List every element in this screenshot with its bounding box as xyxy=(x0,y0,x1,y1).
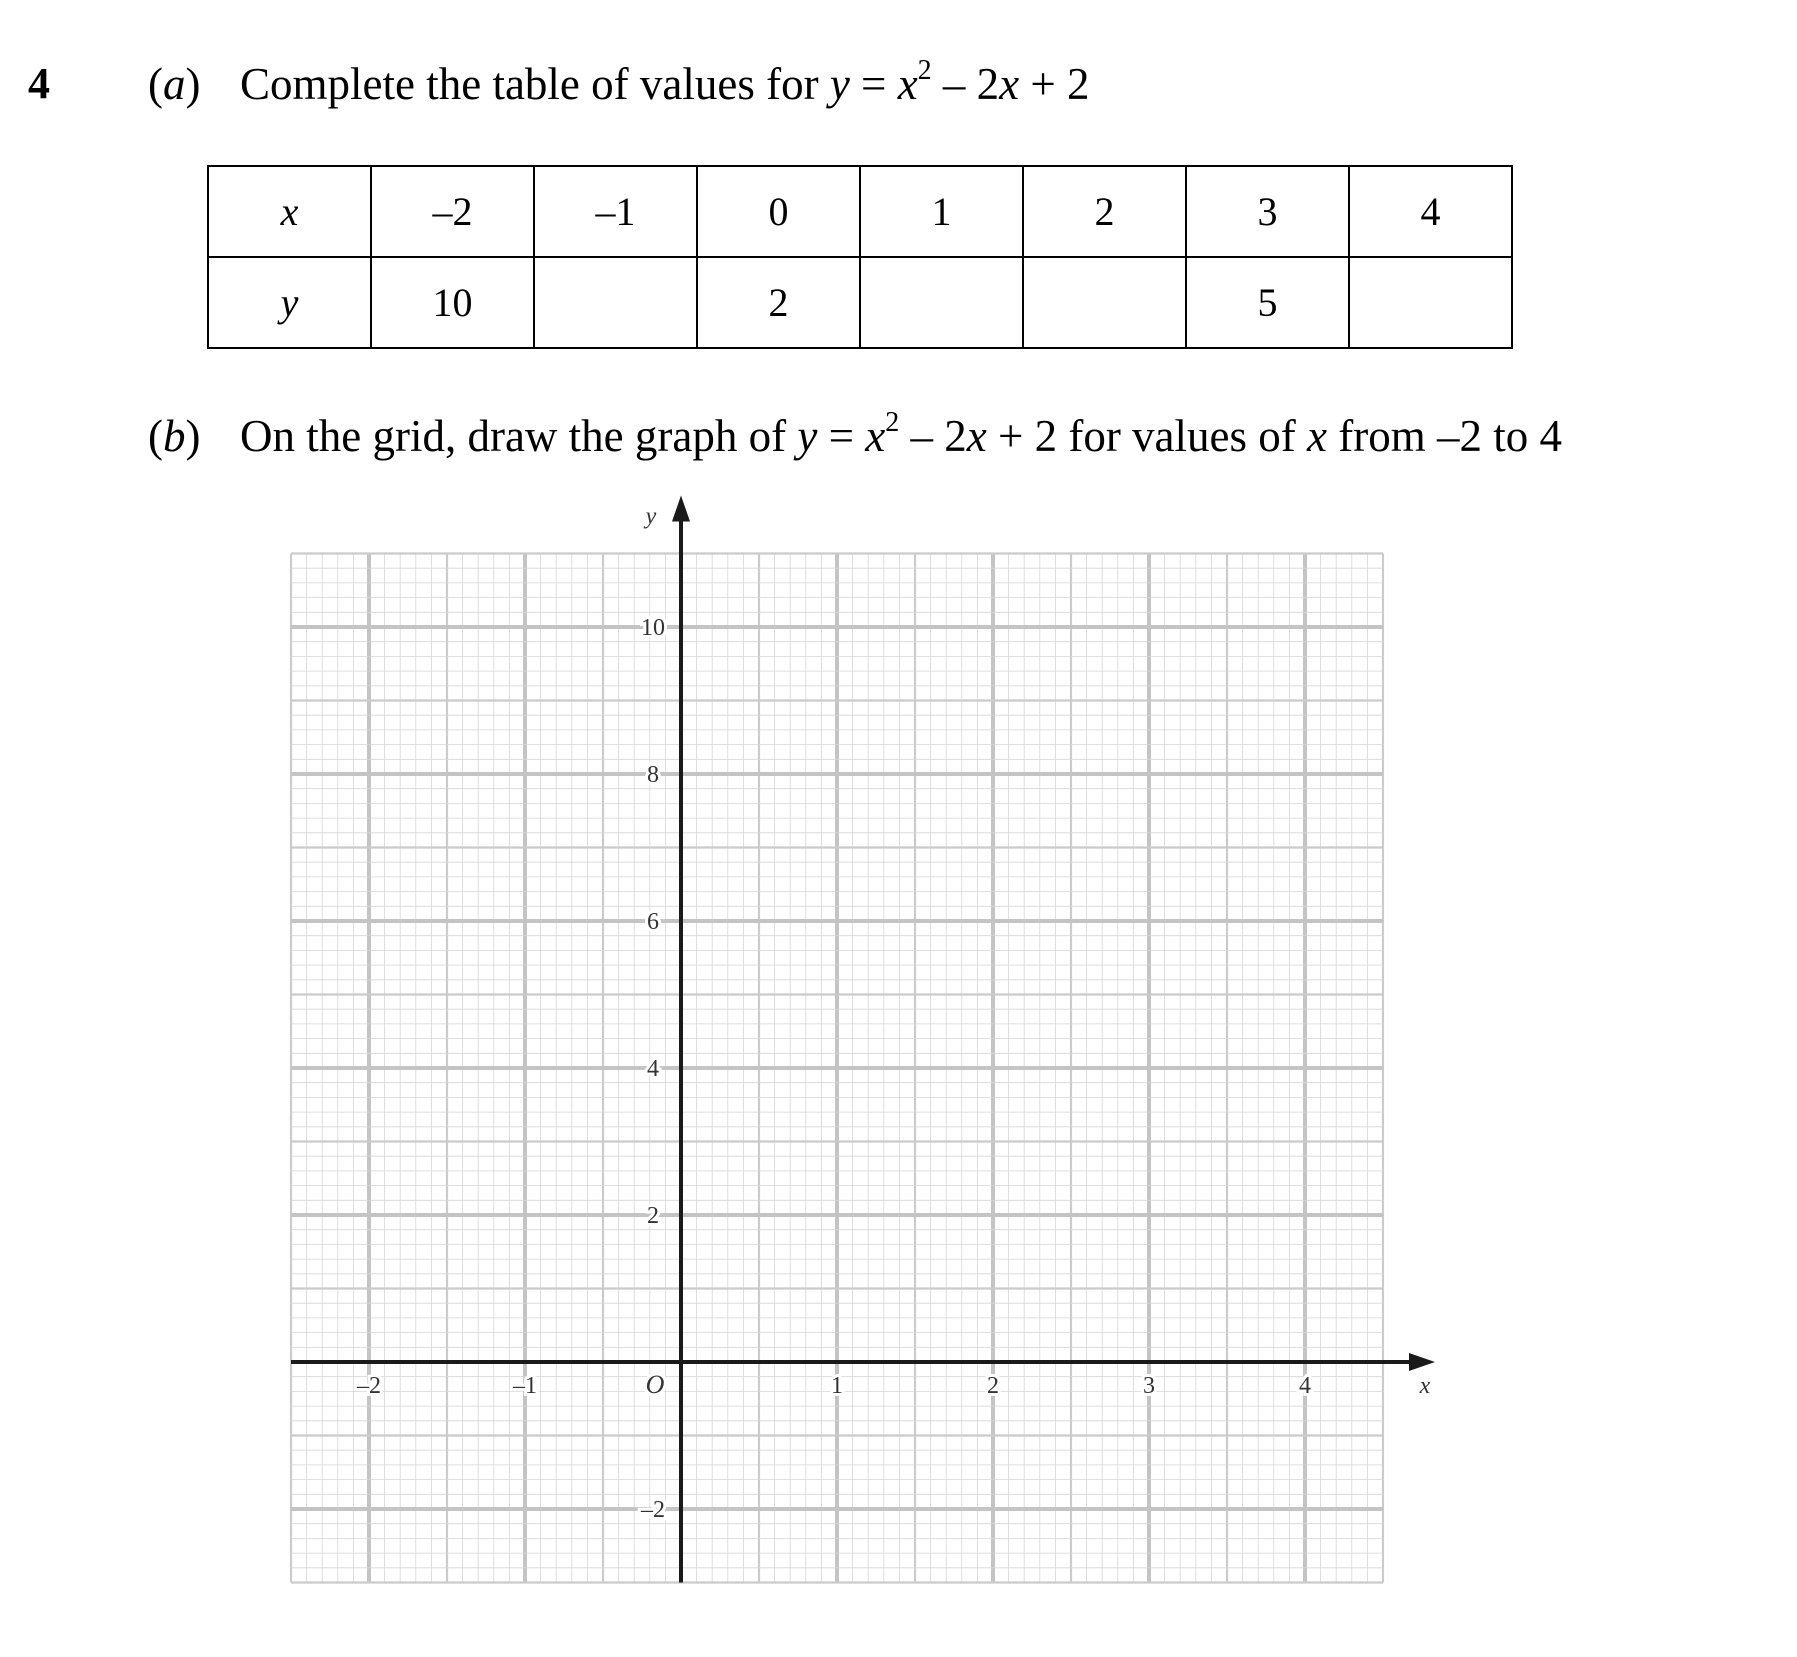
table-cell: 2 xyxy=(697,257,860,348)
y-tick-label: 4 xyxy=(647,1056,659,1082)
x-axis-label: x xyxy=(1419,1373,1431,1399)
y-tick-label: –2 xyxy=(641,1497,665,1523)
question-number: 4 xyxy=(28,59,50,108)
x-tick-label: 4 xyxy=(1299,1373,1311,1399)
x-tick-label: 1 xyxy=(831,1373,843,1399)
x-tick-label: –2 xyxy=(357,1373,381,1399)
y-axis-arrow-icon xyxy=(672,496,690,522)
table-header-y: y xyxy=(208,257,371,348)
x-tick-label: 3 xyxy=(1143,1373,1155,1399)
x-tick-label: 2 xyxy=(987,1373,999,1399)
y-tick-label: 6 xyxy=(647,909,659,935)
table-cell: 0 xyxy=(697,166,860,257)
part-a-text: Complete the table of values for xyxy=(240,59,830,109)
table-cell: 10 xyxy=(371,257,534,348)
origin-label: O xyxy=(645,1370,665,1399)
y-tick-label: 2 xyxy=(647,1203,659,1229)
part-a-label: (a) xyxy=(148,59,201,109)
x-axis-arrow-icon xyxy=(1409,1353,1435,1371)
table-cell: 4 xyxy=(1349,166,1512,257)
y-tick-label: 10 xyxy=(641,615,665,641)
part-b-text: On the grid, draw the graph of xyxy=(240,411,798,461)
part-b-prompt: (b) On the grid, draw the graph of $y = x^2 - 2x + 2$ for values of x from –2 to 4 xyxy=(148,407,1562,461)
table-cell: 2 xyxy=(1023,166,1186,257)
y-tick-label: 8 xyxy=(647,762,659,788)
table-cell: 3 xyxy=(1186,166,1349,257)
table-header-x: x xyxy=(208,166,371,257)
y-axis-label: y xyxy=(645,503,657,530)
table-cell: 5 xyxy=(1186,257,1349,348)
x-tick-label: –1 xyxy=(513,1373,537,1399)
part-a-equation: $y = x^2 - 2x + 2$ xyxy=(829,55,1090,109)
table-cell: –2 xyxy=(371,166,534,257)
part-b-label: (b) xyxy=(148,411,201,461)
table-cell: 1 xyxy=(860,166,1023,257)
part-b-equation: $y = x^2 - 2x + 2$ xyxy=(797,407,1058,461)
table-cell: –1 xyxy=(534,166,697,257)
